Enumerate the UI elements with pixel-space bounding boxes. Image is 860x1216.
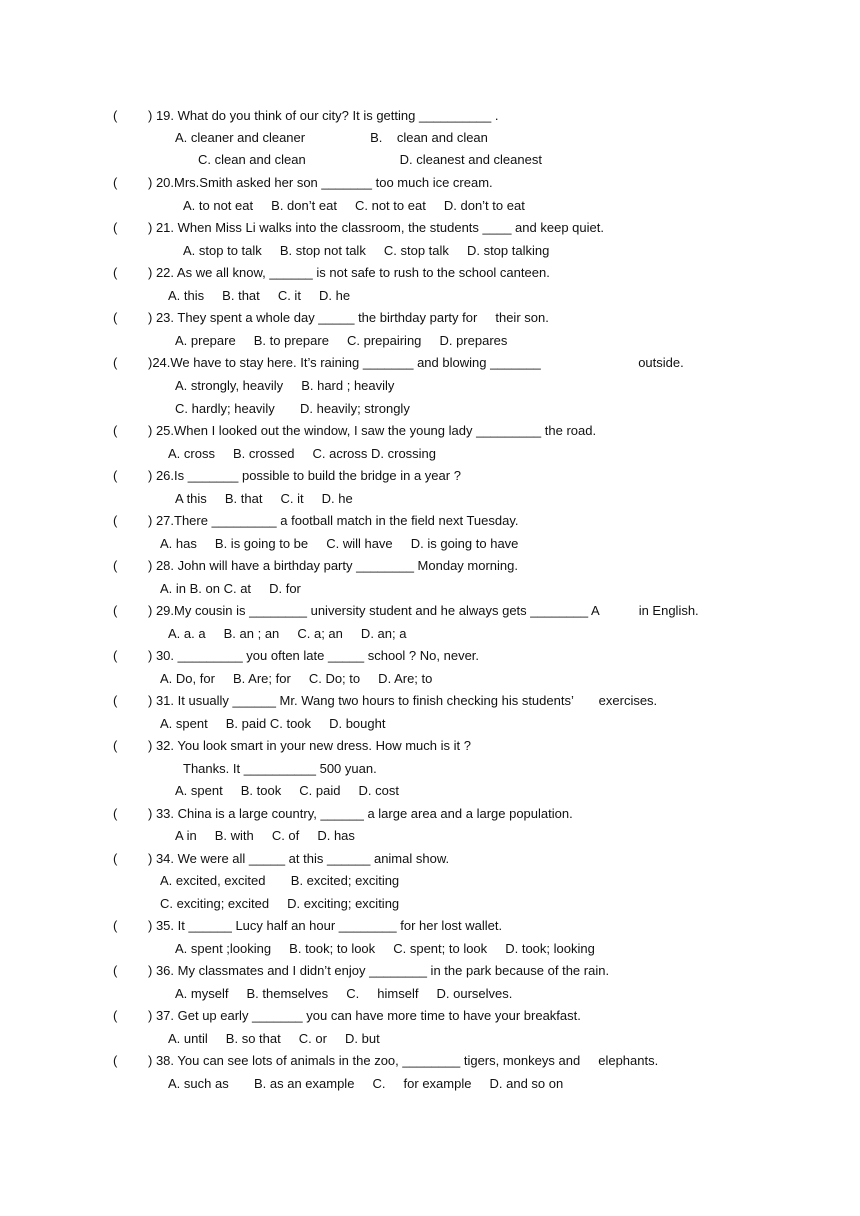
question-stem: ) 30. _________ you often late _____ school ? No, never. xyxy=(148,648,480,663)
answer-blank-paren[interactable]: ( xyxy=(113,851,118,866)
question-stem: ) 26.Is _______ possible to build the bridge in a year ? xyxy=(148,468,461,483)
question-stem: ) 33. China is a large country, ______ a large area and a large population. xyxy=(148,806,573,821)
answer-blank-paren[interactable]: ( xyxy=(113,1053,118,1068)
answer-blank-paren[interactable]: ( xyxy=(113,1008,118,1023)
question-options: A this B. that C. it D. he xyxy=(175,491,353,506)
question-options: A. such as B. as an example C. for example D. and so on xyxy=(168,1076,564,1091)
answer-blank-paren[interactable]: ( xyxy=(113,558,118,573)
question-options: A. Do, for B. Are; for C. Do; to D. Are; to xyxy=(160,671,433,686)
question-stem: ) 22. As we all know, ______ is not safe to rush to the school canteen. xyxy=(148,265,550,280)
question-options: A. cleaner and cleaner B. clean and clean xyxy=(175,130,488,145)
question-options: A. to not eat B. don’t eat C. not to eat D. don’t to eat xyxy=(183,198,525,213)
question-stem: ) 36. My classmates and I didn’t enjoy ________ in the park because of the rain. xyxy=(148,963,610,978)
question-options: A. cross B. crossed C. across D. crossing xyxy=(168,446,437,461)
answer-blank-paren[interactable]: ( xyxy=(113,310,118,325)
question-stem: ) 38. You can see lots of animals in the zoo, ________ tigers, monkeys and elephants. xyxy=(148,1053,659,1068)
answer-blank-paren[interactable]: ( xyxy=(113,108,118,123)
question-options: A. prepare B. to prepare C. prepairing D. prepares xyxy=(175,333,508,348)
question-options: A. until B. so that C. or D. but xyxy=(168,1031,380,1046)
answer-blank-paren[interactable]: ( xyxy=(113,265,118,280)
question-options: A. this B. that C. it D. he xyxy=(168,288,351,303)
question-stem: ) 21. When Miss Li walks into the classroom, the students ____ and keep quiet. xyxy=(148,220,604,235)
question-stem: ) 27.There _________ a football match in the field next Tuesday. xyxy=(148,513,519,528)
question-options: A. stop to talk B. stop not talk C. stop talk D. stop talking xyxy=(183,243,550,258)
question-stem: ) 23. They spent a whole day _____ the birthday party for their son. xyxy=(148,310,549,325)
answer-blank-paren[interactable]: ( xyxy=(113,918,118,933)
question-stem: ) 31. It usually ______ Mr. Wang two hours to finish checking his students’ exercises. xyxy=(148,693,658,708)
answer-blank-paren[interactable]: ( xyxy=(113,220,118,235)
question-options: C. hardly; heavily D. heavily; strongly xyxy=(175,401,410,416)
question-options: A in B. with C. of D. has xyxy=(175,828,355,843)
question-stem: ) 20.Mrs.Smith asked her son _______ too much ice cream. xyxy=(148,175,493,190)
answer-blank-paren[interactable]: ( xyxy=(113,738,118,753)
question-stem: )24.We have to stay here. It’s raining _______ and blowing _______ outside. xyxy=(148,355,684,370)
question-stem: ) 28. John will have a birthday party ________ Monday morning. xyxy=(148,558,518,573)
question-options: C. clean and clean D. cleanest and cleanest xyxy=(198,152,542,167)
question-stem: ) 37. Get up early _______ you can have more time to have your breakfast. xyxy=(148,1008,581,1023)
question-stem: ) 34. We were all _____ at this ______ animal show. xyxy=(148,851,450,866)
answer-blank-paren[interactable]: ( xyxy=(113,175,118,190)
question-stem: ) 32. You look smart in your new dress. How much is it ? xyxy=(148,738,471,753)
question-options: A. spent B. took C. paid D. cost xyxy=(175,783,399,798)
question-stem: ) 29.My cousin is ________ university student and he always gets ________ A in English. xyxy=(148,603,699,618)
question-options: A. myself B. themselves C. himself D. ourselves. xyxy=(175,986,513,1001)
answer-blank-paren[interactable]: ( xyxy=(113,468,118,483)
question-options: A. excited, excited B. excited; exciting xyxy=(160,873,400,888)
answer-blank-paren[interactable]: ( xyxy=(113,603,118,618)
question-stem: ) 35. It ______ Lucy half an hour ________ for her lost wallet. xyxy=(148,918,503,933)
question-options: Thanks. It __________ 500 yuan. xyxy=(183,761,377,776)
question-options: A. in B. on C. at D. for xyxy=(160,581,301,596)
question-options: A. a. a B. an ; an C. a; an D. an; a xyxy=(168,626,407,641)
answer-blank-paren[interactable]: ( xyxy=(113,648,118,663)
answer-blank-paren[interactable]: ( xyxy=(113,513,118,528)
question-stem: ) 19. What do you think of our city? It is getting __________ . xyxy=(148,108,499,123)
answer-blank-paren[interactable]: ( xyxy=(113,355,118,370)
answer-blank-paren[interactable]: ( xyxy=(113,806,118,821)
question-options: A. spent B. paid C. took D. bought xyxy=(160,716,386,731)
question-options: A. spent ;looking B. took; to look C. spent; to look D. took; looking xyxy=(175,941,595,956)
answer-blank-paren[interactable]: ( xyxy=(113,423,118,438)
question-options: C. exciting; excited D. exciting; exciting xyxy=(160,896,400,911)
answer-blank-paren[interactable]: ( xyxy=(113,693,118,708)
question-options: A. strongly, heavily B. hard ; heavily xyxy=(175,378,395,393)
question-options: A. has B. is going to be C. will have D. is going to have xyxy=(160,536,519,551)
answer-blank-paren[interactable]: ( xyxy=(113,963,118,978)
question-stem: ) 25.When I looked out the window, I saw the young lady _________ the road. xyxy=(148,423,597,438)
